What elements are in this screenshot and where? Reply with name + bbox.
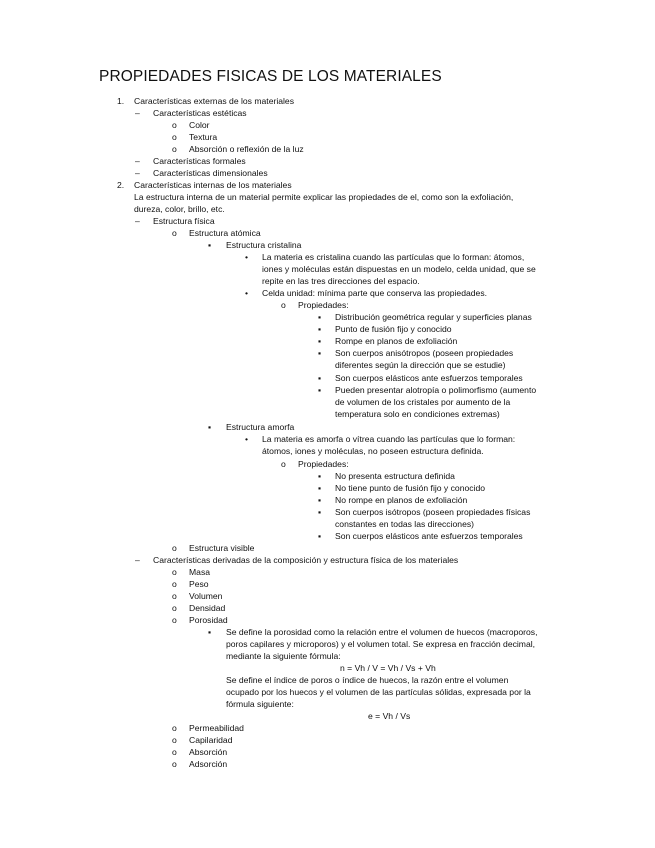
circle-marker: o xyxy=(172,543,177,553)
list-item-visible: Estructura visible xyxy=(189,543,255,553)
list-number-1: 1. xyxy=(117,96,125,106)
dash-marker: – xyxy=(135,216,140,226)
list-item-absorcion-luz: Absorción o reflexión de la luz xyxy=(189,144,304,154)
bullet-marker: • xyxy=(245,434,249,444)
paragraph-line: ocupado por los huecos y el volumen de las partículas sólidas, expresada por la xyxy=(226,687,531,697)
square-marker: ▪ xyxy=(318,373,322,383)
square-marker: ▪ xyxy=(318,385,322,395)
list-item-color: Color xyxy=(189,120,210,130)
list-item: Son cuerpos elásticos ante esfuerzos temporales xyxy=(335,373,523,383)
square-marker: ▪ xyxy=(208,240,212,250)
circle-marker: o xyxy=(281,459,286,469)
list-item-densidad: Densidad xyxy=(189,603,226,613)
dash-marker: – xyxy=(135,156,140,166)
list-number-2: 2. xyxy=(117,180,125,190)
square-marker: ▪ xyxy=(318,495,322,505)
formula-porosidad: n = Vh / V = Vh / Vs + Vh xyxy=(340,663,436,673)
list-item: Son cuerpos elásticos ante esfuerzos temporales xyxy=(335,531,523,541)
paragraph-line: iones y moléculas están dispuestas en un modelo, celda unidad, que se xyxy=(262,264,536,274)
list-item-propiedades: Propiedades: xyxy=(298,459,349,469)
circle-marker: o xyxy=(172,120,177,130)
list-item: No tiene punto de fusión fijo y conocido xyxy=(335,483,486,493)
list-item-textura: Textura xyxy=(189,132,218,142)
paragraph-line: repite en las tres direcciones del espacio. xyxy=(262,276,420,286)
paragraph-line: La materia es amorfa o vítrea cuando las partículas que lo forman: xyxy=(262,434,516,444)
square-marker: ▪ xyxy=(208,627,212,637)
square-marker: ▪ xyxy=(318,483,322,493)
square-marker: ▪ xyxy=(318,507,322,517)
list-item-dimensionales: Características dimensionales xyxy=(153,168,268,178)
list-item: No rompe en planos de exfoliación xyxy=(335,495,468,505)
list-item-permeabilidad: Permeabilidad xyxy=(189,723,244,733)
circle-marker: o xyxy=(172,591,177,601)
paragraph-line: mediante la siguiente fórmula: xyxy=(226,651,341,661)
list-item-celda: Celda unidad: mínima parte que conserva las propiedades. xyxy=(262,288,488,298)
dash-marker: – xyxy=(135,555,140,565)
square-marker: ▪ xyxy=(318,324,322,334)
square-marker: ▪ xyxy=(318,531,322,541)
list-item-peso: Peso xyxy=(189,579,209,589)
list-item-porosidad: Porosidad xyxy=(189,615,228,625)
list-item: Son cuerpos anisótropos (poseen propiedades xyxy=(335,348,514,358)
square-marker: ▪ xyxy=(318,336,322,346)
circle-marker: o xyxy=(172,579,177,589)
list-item-continuation: diferentes según la dirección que se estudie) xyxy=(335,360,506,370)
circle-marker: o xyxy=(172,603,177,613)
circle-marker: o xyxy=(172,567,177,577)
square-marker: ▪ xyxy=(318,348,322,358)
paragraph-line: poros capilares y microporos) y el volumen total. Se expresa en fracción decimal, xyxy=(226,639,536,649)
list-item-formales: Características formales xyxy=(153,156,246,166)
list-item: Pueden presentar alotropía o polimorfismo (aumento xyxy=(335,385,537,395)
paragraph-line: fórmula siguiente: xyxy=(226,699,294,709)
circle-marker: o xyxy=(172,723,177,733)
list-item-derivadas: Características derivadas de la composición y estructura física de los materiales xyxy=(153,555,459,565)
dash-marker: – xyxy=(135,108,140,118)
list-item-masa: Masa xyxy=(189,567,211,577)
bullet-marker: • xyxy=(245,288,249,298)
list-item-amorfa: Estructura amorfa xyxy=(226,422,295,432)
list-item-propiedades: Propiedades: xyxy=(298,300,349,310)
list-item: Distribución geométrica regular y superficies planas xyxy=(335,312,532,322)
formula-indice-poros: e = Vh / Vs xyxy=(368,711,411,721)
circle-marker: o xyxy=(281,300,286,310)
circle-marker: o xyxy=(172,228,177,238)
circle-marker: o xyxy=(172,747,177,757)
paragraph-line: La materia es cristalina cuando las partículas que lo forman: átomos, xyxy=(262,252,525,262)
paragraph-line: Se define el índice de poros o índice de huecos, la razón entre el volumen xyxy=(226,675,509,685)
paragraph-line: dureza, color, brillo, etc. xyxy=(134,204,225,214)
list-item-continuation: temperatura solo en condiciones extremas) xyxy=(335,409,500,419)
section-heading-internas: Características internas de los materiales xyxy=(134,180,292,190)
list-item-esteticas: Características estéticas xyxy=(153,108,247,118)
list-item-fisica: Estructura física xyxy=(153,216,215,226)
bullet-marker: • xyxy=(245,252,249,262)
paragraph-line: La estructura interna de un material permite explicar las propiedades de el, como son la exfoliación, xyxy=(134,192,514,202)
list-item: Son cuerpos isótropos (poseen propiedades físicas xyxy=(335,507,531,517)
section-heading-externas: Características externas de los materiales xyxy=(134,96,295,106)
square-marker: ▪ xyxy=(318,312,322,322)
circle-marker: o xyxy=(172,735,177,745)
list-item-absorcion: Absorción xyxy=(189,747,228,757)
square-marker: ▪ xyxy=(208,422,212,432)
circle-marker: o xyxy=(172,144,177,154)
paragraph-line: átomos, iones y moléculas, no poseen estructura definida. xyxy=(262,446,484,456)
list-item-continuation: constantes en todas las direcciones) xyxy=(335,519,475,529)
square-marker: ▪ xyxy=(318,471,322,481)
list-item: Rompe en planos de exfoliación xyxy=(335,336,458,346)
list-item-volumen: Volumen xyxy=(189,591,223,601)
circle-marker: o xyxy=(172,132,177,142)
circle-marker: o xyxy=(172,759,177,769)
page-title: PROPIEDADES FISICAS DE LOS MATERIALES xyxy=(99,68,442,85)
list-item-adsorcion: Adsorción xyxy=(189,759,228,769)
list-item: No presenta estructura definida xyxy=(335,471,455,481)
list-item-atomica: Estructura atómica xyxy=(189,228,261,238)
list-item-cristalina: Estructura cristalina xyxy=(226,240,302,250)
list-item-capilaridad: Capilaridad xyxy=(189,735,233,745)
paragraph-line: Se define la porosidad como la relación entre el volumen de huecos (macroporos, xyxy=(226,627,538,637)
circle-marker: o xyxy=(172,615,177,625)
list-item-continuation: de volumen de los cristales por aumento de la xyxy=(335,397,511,407)
list-item: Punto de fusión fijo y conocido xyxy=(335,324,452,334)
dash-marker: – xyxy=(135,168,140,178)
